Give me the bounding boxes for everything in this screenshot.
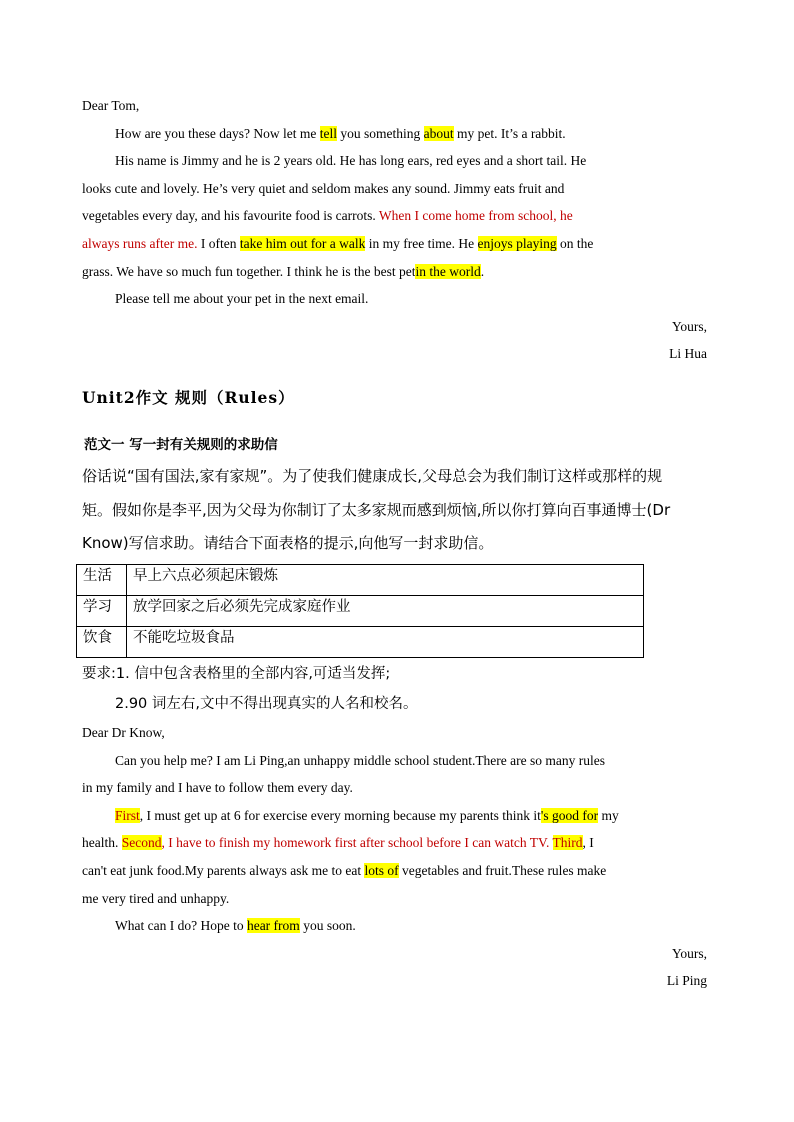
requirement-1: 要求:1. 信中包含表格里的全部内容,可适当发挥; bbox=[82, 666, 391, 682]
table-cell-rule: 放学回家之后必须先完成家庭作业 bbox=[127, 596, 644, 627]
red-text: , I have to finish my homework first after school before I can watch TV. bbox=[161, 835, 550, 850]
letter2-p2-line1: First, I must get up at 6 for exercise every morning because my parents think it's good for my bbox=[115, 808, 619, 823]
letter2-p2-line2: health. Second, I have to finish my homework first after school before I can watch TV. Third, I bbox=[82, 835, 594, 850]
letter1-p2-line2: looks cute and lovely. He’s very quiet and seldom makes any sound. Jimmy eats fruit and bbox=[82, 181, 565, 196]
letter2-signature: Li Ping bbox=[666, 973, 707, 988]
highlight-good-for: 's good for bbox=[540, 808, 599, 823]
highlight-walk: take him out for a walk bbox=[239, 236, 366, 251]
unit2-heading: Unit2作文 规则（Rules） bbox=[82, 388, 295, 407]
table-row bbox=[77, 565, 644, 596]
rules-table bbox=[76, 564, 644, 658]
letter1-p2-line4: always runs after me. I often take him out for a walk in my free time. He enjoys playing on the bbox=[82, 236, 594, 251]
highlight-lots-of: lots of bbox=[364, 863, 399, 878]
letter2-p1-line2: in my family and I have to follow them every day. bbox=[82, 780, 353, 795]
red-text: always runs after me. bbox=[82, 236, 198, 251]
letter1-paragraph1: How are you these days? Now let me tell you something about my pet. It’s a rabbit. bbox=[115, 126, 566, 141]
unit2-subheading: 范文一 写一封有关规则的求助信 bbox=[84, 437, 278, 453]
highlight-enjoys: enjoys playing bbox=[477, 236, 557, 251]
letter2-greeting: Dear Dr Know, bbox=[82, 725, 165, 740]
letter1-greeting: Dear Tom, bbox=[82, 98, 140, 113]
highlight-second: Second bbox=[121, 835, 162, 850]
letter2-p2-line4: me very tired and unhappy. bbox=[82, 891, 230, 906]
highlight-world: in the world bbox=[415, 264, 481, 279]
table-cell-category: 生活 bbox=[77, 565, 127, 596]
prompt-line2: 矩。假如你是李平,因为父母为你制订了太多家规而感到烦恼,所以你打算向百事通博士(Dr bbox=[82, 501, 671, 519]
requirement-2: 2.90 词左右,文中不得出现真实的人名和校名。 bbox=[115, 696, 418, 712]
letter1-closing: Yours, bbox=[671, 319, 707, 334]
table-cell-rule: 早上六点必须起床锻炼 bbox=[127, 565, 644, 596]
letter1-p2-line3: vegetables every day, and his favourite food is carrots. When I come home from school, he bbox=[82, 208, 573, 223]
highlight-first: First bbox=[115, 808, 140, 823]
table-cell-category: 饮食 bbox=[77, 627, 127, 658]
highlight-third: Third bbox=[552, 835, 583, 850]
letter1-p2-line5: grass. We have so much fun together. I think he is the best petin the world. bbox=[82, 264, 485, 279]
table-cell-rule: 不能吃垃圾食品 bbox=[127, 627, 644, 658]
letter2-p2-line3: can't eat junk food.My parents always ask me to eat lots of vegetables and fruit.These rules make bbox=[82, 863, 607, 878]
letter1-signature: Li Hua bbox=[669, 346, 707, 361]
letter1-paragraph3: Please tell me about your pet in the next email. bbox=[115, 291, 369, 306]
table-cell-category: 学习 bbox=[77, 596, 127, 627]
letter2-closing: Yours, bbox=[671, 946, 707, 961]
letter2-p1-line1: Can you help me? I am Li Ping,an unhappy middle school student.There are so many rules bbox=[115, 753, 606, 768]
table-row bbox=[77, 596, 644, 627]
highlight-about: about bbox=[423, 126, 454, 141]
letter1-p2-line1: His name is Jimmy and he is 2 years old. He has long ears, red eyes and a short tail. He bbox=[115, 153, 587, 168]
letter2-paragraph3: What can I do? Hope to hear from you soon. bbox=[115, 918, 356, 933]
prompt-line1: 俗话说“国有国法,家有家规”。为了使我们健康成长,父母总会为我们制订这样或那样的规 bbox=[82, 467, 663, 485]
highlight-tell: tell bbox=[319, 126, 337, 141]
prompt-line3: Know)写信求助。请结合下面表格的提示,向他写一封求助信。 bbox=[82, 534, 494, 552]
table-row bbox=[77, 627, 644, 658]
highlight-hear-from: hear from bbox=[246, 918, 300, 933]
red-text: When I come home from school, he bbox=[378, 208, 573, 223]
